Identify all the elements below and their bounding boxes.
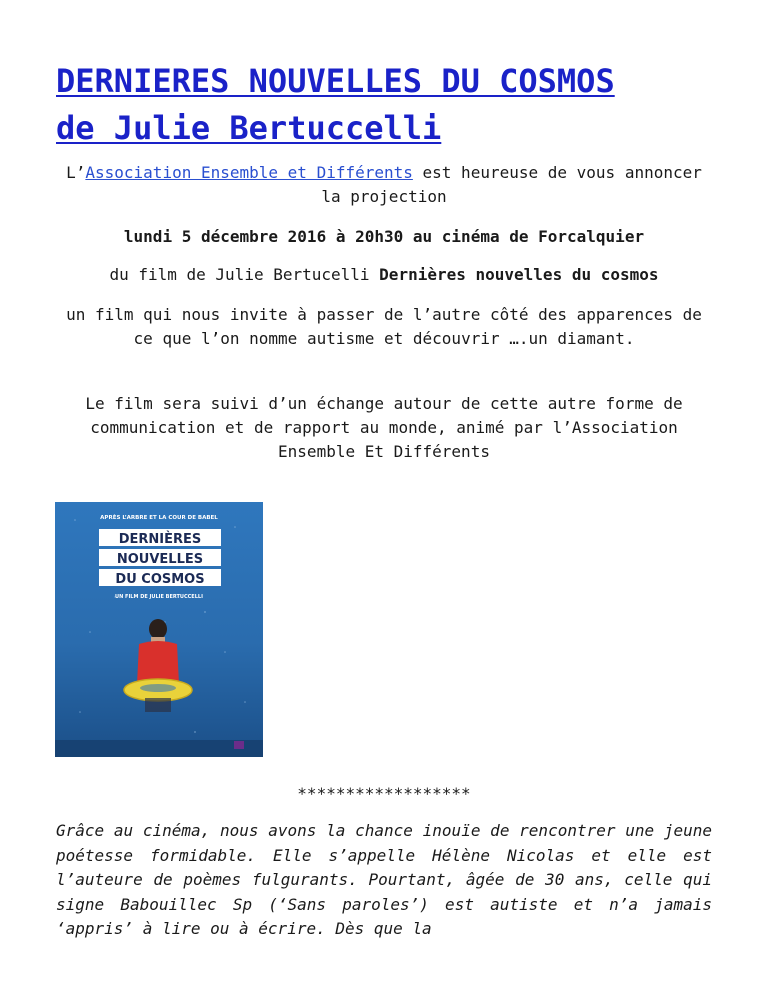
poster-title-line-2: NOUVELLES [116,552,204,567]
followup-paragraph: Le film sera suivi d’un échange autour de cette autre forme de communication et de rapport au monde, animé par l’Association Ensemble Et Différents [85,394,683,461]
film-title: Dernières nouvelles du cosmos [379,265,659,284]
separator: ****************** [297,784,471,803]
poster-logo-mark [234,741,244,749]
poster-figure-shorts [145,698,171,712]
poster-illustration [55,502,263,757]
poster-title-block [99,529,221,587]
intro-paragraph [56,161,712,209]
film-poster [55,502,263,757]
poster-figure-hair [149,619,167,639]
film-line-prefix: du film de Julie Bertucelli [109,265,380,284]
invite-paragraph: un film qui nous invite à passer de l’autre côté des apparences de ce que l’on nomme autisme et découvrir ….un diamant. [66,305,702,348]
poster-footer-band [55,740,263,757]
intro-prefix: L’ [66,163,86,182]
association-link[interactable]: Association Ensemble et Différents [85,163,413,182]
page-title[interactable] [56,58,736,152]
poster-tagline-small: APRÈS L’ARBRE ET LA COUR DE BABEL [100,515,218,521]
film-line [56,263,712,287]
screening-date: lundi 5 décembre 2016 à 20h30 au cinéma de Forcalquier [123,227,645,246]
poster-title-line-1: DERNIÈRES [118,532,202,547]
poster-credit: UN FILM DE JULIE BERTUCCELLI [115,594,203,600]
poster-figure-shirt [137,641,179,684]
title-line-2[interactable]: de Julie Bertuccelli [56,109,442,147]
title-line-1[interactable]: DERNIERES NOUVELLES DU COSMOS [56,62,615,100]
intro-suffix: est heureuse de vous annoncer la projection [321,163,702,206]
poster-title-line-3: DU COSMOS [115,572,205,587]
body-paragraph: Grâce au cinéma, nous avons la chance inouïe de rencontrer une jeune poétesse formidable. Elle s’appelle Hélène Nicolas et elle est l’auteure de poèmes fulgurants. Pourtant, âgée de 30 ans, celle qui signe Babouillec Sp (‘Sans paroles’) est autiste et n’a jamais ‘appris’ à lire ou à écrire. Dès que la [56,821,712,938]
